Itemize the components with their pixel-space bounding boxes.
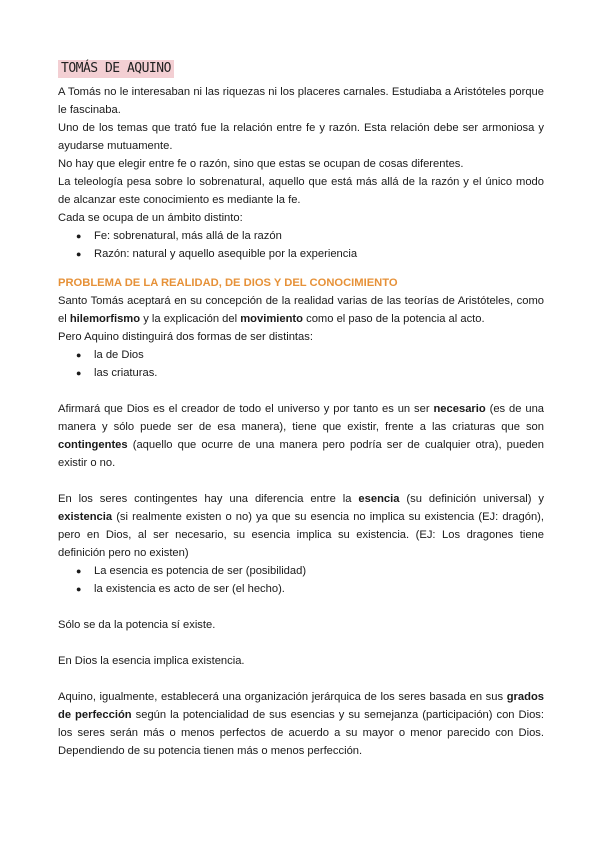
intro-paragraph-3: No hay que elegir entre fe o razón, sino que estas se ocupan de cosas diferentes. (58, 158, 464, 170)
text-run: (si realmente existen o no) ya que su esencia no implica su existencia (EJ: dragón), pero en Dios, al ser necesario, su esencia implica su existencia. (EJ: Los dragones tiene definición pero no existen) (58, 511, 544, 559)
bold-term: movimiento (240, 313, 303, 325)
text-run: Afirmará que Dios es el creador de todo el universo y por tanto es un ser (58, 403, 430, 415)
esencia-existencia-list (58, 562, 544, 598)
list-item: ● la existencia es acto de ser (el hecho). (82, 580, 544, 598)
spacer (58, 382, 544, 400)
section-paragraph-1 (58, 292, 544, 328)
formas-de-ser-list (58, 346, 544, 382)
text-run: En los seres contingentes hay una diferencia entre la (58, 493, 352, 505)
list-item: ● Fe: sobrenatural, más allá de la razón (82, 227, 544, 245)
list-item: ● La esencia es potencia de ser (posibilidad) (82, 562, 544, 580)
list-item: ● las criaturas. (82, 364, 544, 382)
section-heading: PROBLEMA DE LA REALIDAD, DE DIOS Y DEL CONOCIMIENTO (58, 277, 398, 289)
spacer (58, 670, 544, 688)
list-item: ● la de Dios (82, 346, 544, 364)
title-block (58, 60, 174, 78)
list-item: ● Razón: natural y aquello asequible por la experiencia (82, 245, 544, 263)
bold-term: contingentes (58, 439, 128, 451)
section-paragraph-2: Pero Aquino distinguirá dos formas de ser distintas: (58, 331, 313, 343)
text-run: Santo Tomás aceptará en su concepción de la realidad varias de las teorías de Aristóteles, como el (58, 295, 544, 325)
text-run: como el paso de la potencia al acto. (306, 313, 485, 325)
document-body (58, 83, 544, 760)
bold-term: hilemorfismo (69, 313, 141, 325)
text-run: (es de una manera y sólo puede ser de esa manera), tiene que existir, frente a las criaturas que son (58, 403, 545, 433)
bold-term: esencia (358, 493, 400, 505)
intro-paragraph-5: Cada se ocupa de un ámbito distinto: (58, 212, 243, 224)
paragraph-grados (58, 688, 544, 760)
spacer (58, 634, 544, 652)
intro-paragraph-4: La teleología pesa sobre lo sobrenatural, aquello que está más allá de la razón y el único modo de alcanzar este conocimiento es mediante la fe. (58, 176, 544, 206)
text-run: según la potencialidad de sus esencias y su semejanza (participación) con Dios: los seres serán más o menos perfectos de acuerdo a su mayor o menor parecido con Dios. Dependiendo de su potencia tienen más o menos perfección. (58, 709, 545, 757)
text-run: (su definición universal) y (406, 493, 545, 505)
bold-term: necesario (433, 403, 486, 415)
paragraph-potencia: Sólo se da la potencia sí existe. (58, 619, 216, 631)
text-run: Aquino, igualmente, establecerá una organización jerárquica de los seres basada en sus (58, 691, 504, 703)
intro-paragraph-1: A Tomás no le interesaban ni las riquezas ni los placeres carnales. Estudiaba a Aristóteles porque le fascinaba. (58, 86, 544, 116)
paragraph-esencia (58, 490, 544, 562)
spacer (58, 598, 544, 616)
bold-term: existencia (58, 511, 113, 523)
paragraph-dios-esencia: En Dios la esencia implica existencia. (58, 655, 245, 667)
text-run: y la explicación del (143, 313, 238, 325)
bold-term: grados de perfección (58, 691, 545, 721)
text-run: (aquello que ocurre de una manera pero podría ser de cualquier otra), pueden existir o no. (58, 439, 544, 469)
paragraph-dios (58, 400, 544, 472)
page-title: TOMÁS DE AQUINO (58, 60, 174, 78)
intro-paragraph-2: Uno de los temas que trató fue la relación entre fe y razón. Esta relación debe ser armoniosa y ayudarse mutuamente. (58, 122, 544, 152)
spacer (58, 472, 544, 490)
fe-razon-list (58, 227, 544, 263)
